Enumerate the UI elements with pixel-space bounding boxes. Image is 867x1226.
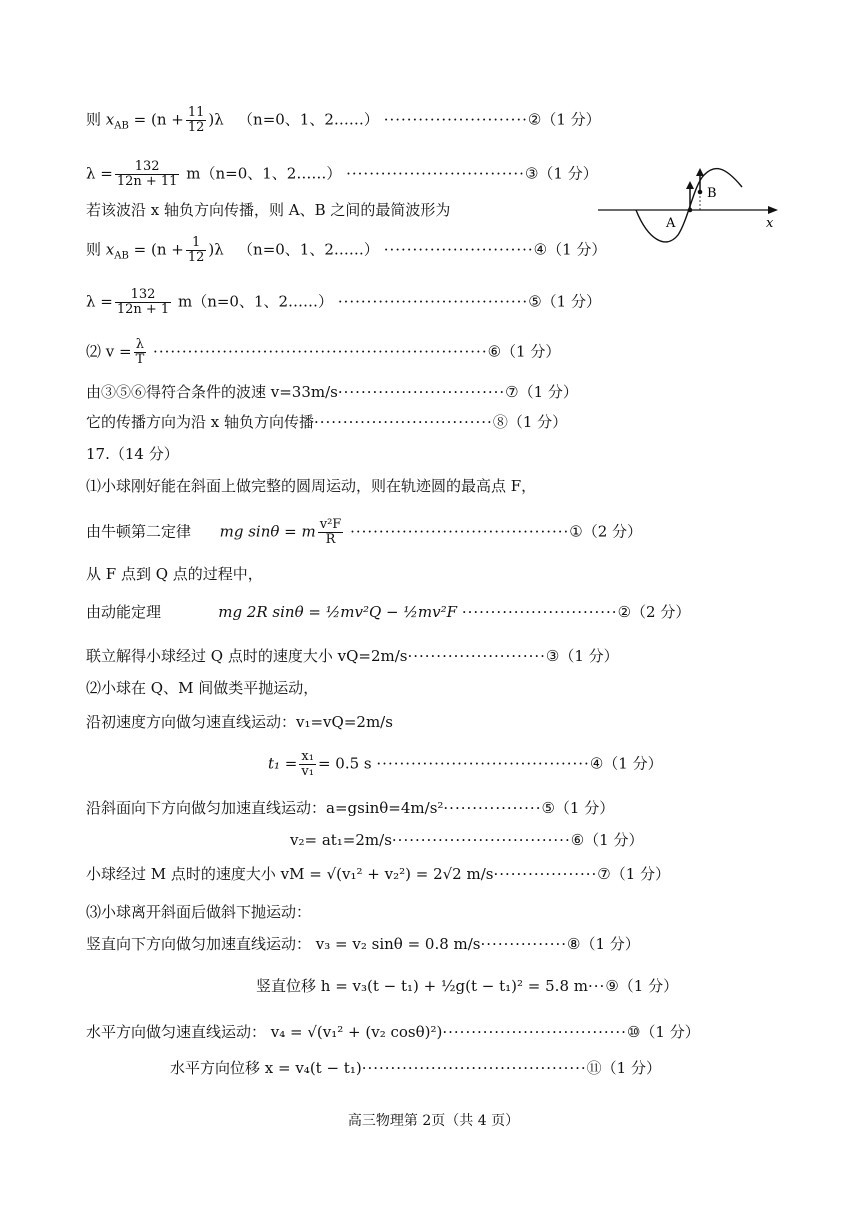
eq-line-24: 水平方向做匀速直线运动： v₄ = √(v₁² + (v₂ cosθ)²)································⑩（1 分） [86, 1023, 700, 1041]
point-a [688, 208, 693, 213]
page-footer: 高三物理第 2页（共 4 页） [347, 1113, 520, 1129]
fraction: $\frac{132}{12n + 11}$ [116, 159, 178, 189]
eq-line-19: v₂= at₁=2m/s·······························⑥（1 分） [290, 831, 644, 849]
text-line: ⑴小球刚好能在斜面上做完整的圆周运动，则在轨迹圆的最高点 F， [86, 477, 537, 495]
fraction: $\frac{\text{v²F}}{R}$ [319, 517, 342, 547]
x-axis-arrow [768, 206, 778, 214]
label-a: A [666, 216, 676, 231]
eq-line-11: 由牛顿第二定律 mg sinθ = m $\frac{\text{v²F}}{R}$ ······································①（2 分） [86, 517, 643, 547]
eq-line-6: ⑵ v = $\frac{\lambda}{T}$ ··························································⑥（1 分） [86, 337, 561, 367]
eq-line-18: 沿斜面向下方向做匀加速直线运动：a=gsinθ=4m/s²·················⑤（1 分） [86, 799, 615, 817]
text-line: 若该波沿 x 轴负方向传播，则 A、B 之间的最简波形为 [86, 201, 451, 219]
eq-line-3: λ = $\frac{132}{12n + 11}$ m（n=0、1、2……） ·······························③（1 分） [86, 159, 598, 189]
eq-line-14: 联立解得小球经过 Q 点时的速度大小 vQ=2m/s························③（1 分） [86, 647, 619, 665]
eq-line-2: 则 $x_{AB} = (n$ + $\frac{11}{12}$ )λ （n=0、1、2……） ·························②（1 分） [86, 105, 601, 135]
question-header: 17.（14 分） [86, 445, 179, 463]
wave-figure [596, 165, 786, 250]
eq-line-5: λ = $\frac{132}{12n + 1}$ m（n=0、1、2……） ·································⑤（1 分） [86, 287, 601, 317]
wave-curve [636, 169, 742, 242]
eq-line-20: 小球经过 M 点时的速度大小 vM = √(v₁² + v₂²) = 2√2 m/s··················⑦（1 分） [86, 865, 671, 883]
eq-line-8: 它的传播方向为沿 x 轴负方向传播·······························⑧（1 分） [86, 413, 568, 431]
fraction: $\frac{132}{12n + 1}$ [116, 287, 170, 317]
text-line: 从 F 点到 Q 点的过程中， [86, 565, 263, 583]
eq-line-4: 则 $x_{AB} = (n$ + $\frac{1}{12}$ )λ （n=0、1、2……） ··························④（1 分） [86, 235, 607, 265]
eq-line-7: 由③⑤⑥得符合条件的波速 v=33m/s·····························⑦（1 分） [86, 383, 578, 401]
text-line: ⑵小球在 Q、M 间做类平抛运动， [86, 679, 319, 697]
eq-line-23: 竖直位移 h = v₃(t − t₁) + ½g(t − t₁)² = 5.8 m···⑨（1 分） [256, 977, 679, 995]
fraction: $\frac{\text{x₁}}{\text{v₁}}$ [301, 749, 314, 779]
axis-label: x [766, 216, 774, 231]
eq-line-25: 水平方向位移 x = v₄(t − t₁)·······································⑪（1 分） [170, 1059, 661, 1077]
text-line: 沿初速度方向做匀速直线运动：v₁=vQ=2m/s [86, 713, 393, 731]
eq-line-13: 由动能定理 mg 2R sinθ = ½mv²Q − ½mv²F ···························②（2 分） [86, 603, 691, 621]
fraction: $\frac{\lambda}{T}$ [135, 337, 145, 367]
fraction: $\frac{11}{12}$ [187, 105, 205, 135]
fraction: $\frac{1}{12}$ [187, 235, 205, 265]
eq-line-22: 竖直向下方向做匀加速直线运动： v₃ = v₂ sinθ = 0.8 m/s···············⑧（1 分） [86, 935, 640, 953]
eq-line-17: t₁ = $\frac{\text{x₁}}{\text{v₁}}$ = 0.5 s ·····································④（1 分） [268, 749, 663, 779]
label-b: B [707, 186, 717, 201]
text-line: ⑶小球离开斜面后做斜下抛运动： [86, 903, 312, 921]
